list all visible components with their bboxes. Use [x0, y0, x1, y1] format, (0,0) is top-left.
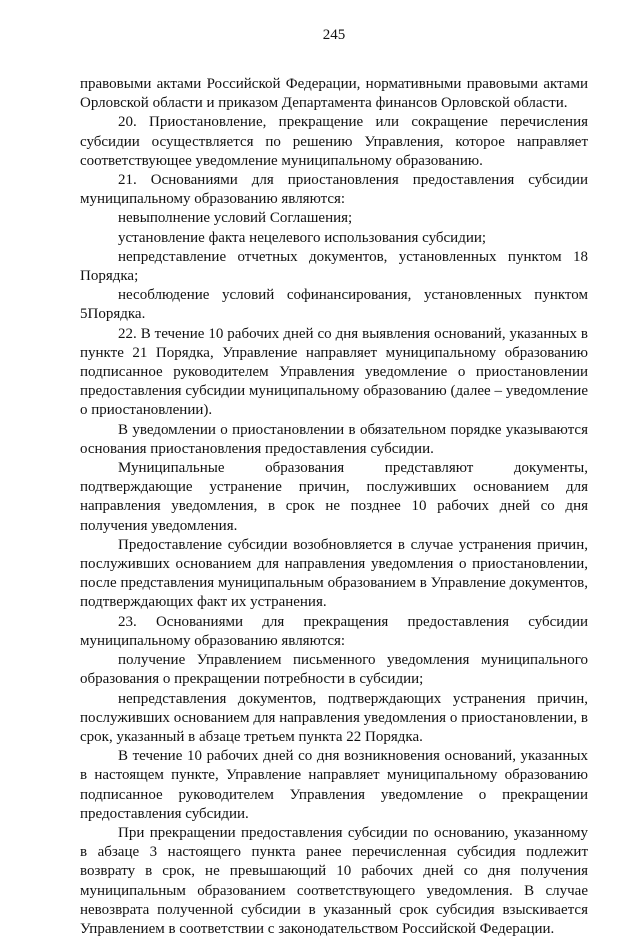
page-number: 245 — [322, 27, 346, 43]
document-page — [80, 26, 588, 939]
list-item-ground-1: невыполнение условий Соглашения; — [118, 210, 353, 227]
paragraph-item-22: 22. В течение 10 рабочих дней со дня выявления оснований, указанных в пункте 21 Порядка, Управление направляет муниципальному образованию подписанное руководителем Управления уведомление о приостановлении предоставления субсидии муниципальному образованию (далее – уведомление о приостановлении). — [80, 325, 588, 419]
paragraph-documents-deadline: Муниципальные образования представляют документы, подтверждающие устранение причин, послуживших основанием для направления уведомления, в срок не позднее 10 рабочих дней со дня получения уведомления. — [80, 460, 588, 534]
paragraph-item-23: 23. Основаниями для прекращения предоставления субсидии муниципальному образованию являются: — [80, 613, 588, 649]
paragraph-item-20: 20. Приостановление, прекращение или сокращение перечисления субсидии осуществляется по решению Управления, которое направляет соответствующее уведомление муниципальному образованию. — [80, 114, 588, 169]
list-item-ground-3: непредставление отчетных документов, установленных пунктом 18 Порядка; — [80, 248, 588, 285]
list-item-termination-2: непредставления документов, подтверждающих устранения причин, послуживших основанием для направления уведомления о приостановлении, в срок, указанный в абзаце третьем пункта 22 Порядка. — [80, 690, 588, 745]
list-item-ground-2: установление факта нецелевого использования субсидии; — [118, 229, 487, 246]
list-item-ground-4: несоблюдение условий софинансирования, установленных пунктом 5Порядка. — [80, 287, 588, 323]
paragraph-notice-content: В уведомлении о приостановлении в обязательном порядке указываются основания приостановления предоставления субсидии. — [80, 421, 588, 457]
paragraph-item-21: 21. Основаниями для приостановления предоставления субсидии муниципальному образованию являются: — [80, 172, 588, 208]
paragraph-refund: При прекращении предоставления субсидии по основанию, указанному в абзаце 3 настоящего пункта ранее перечисленная субсидия подлежит возврату в срок, не превышающий 10 рабочих дней со дня получения муниципальным образованием соответствующего уведомления. В случае невозврата полученной субсидии в указанный срок субсидия взыскивается Управлением в соответствии с законодательством Российской Федерации. — [80, 824, 588, 937]
paragraph-continuation: правовыми актами Российской Федерации, нормативными правовыми актами Орловской области и приказом Департамента финансов Орловской области. — [80, 76, 588, 112]
paragraph-resumption: Предоставление субсидии возобновляется в случае устранения причин, послуживших основанием для направления уведомления о приостановлении, после представления муниципальным образованием в Управление документов, подтверждающих факт их устранения. — [80, 536, 588, 611]
paragraph-termination-notice: В течение 10 рабочих дней со дня возникновения оснований, указанных в настоящем пункте, Управление направляет муниципальному образованию подписанное руководителем Управления уведомление о прекращении предоставления субсидии. — [80, 748, 588, 822]
list-item-termination-1: получение Управлением письменного уведомления муниципального образования о прекращении потребности в субсидии; — [80, 652, 588, 688]
